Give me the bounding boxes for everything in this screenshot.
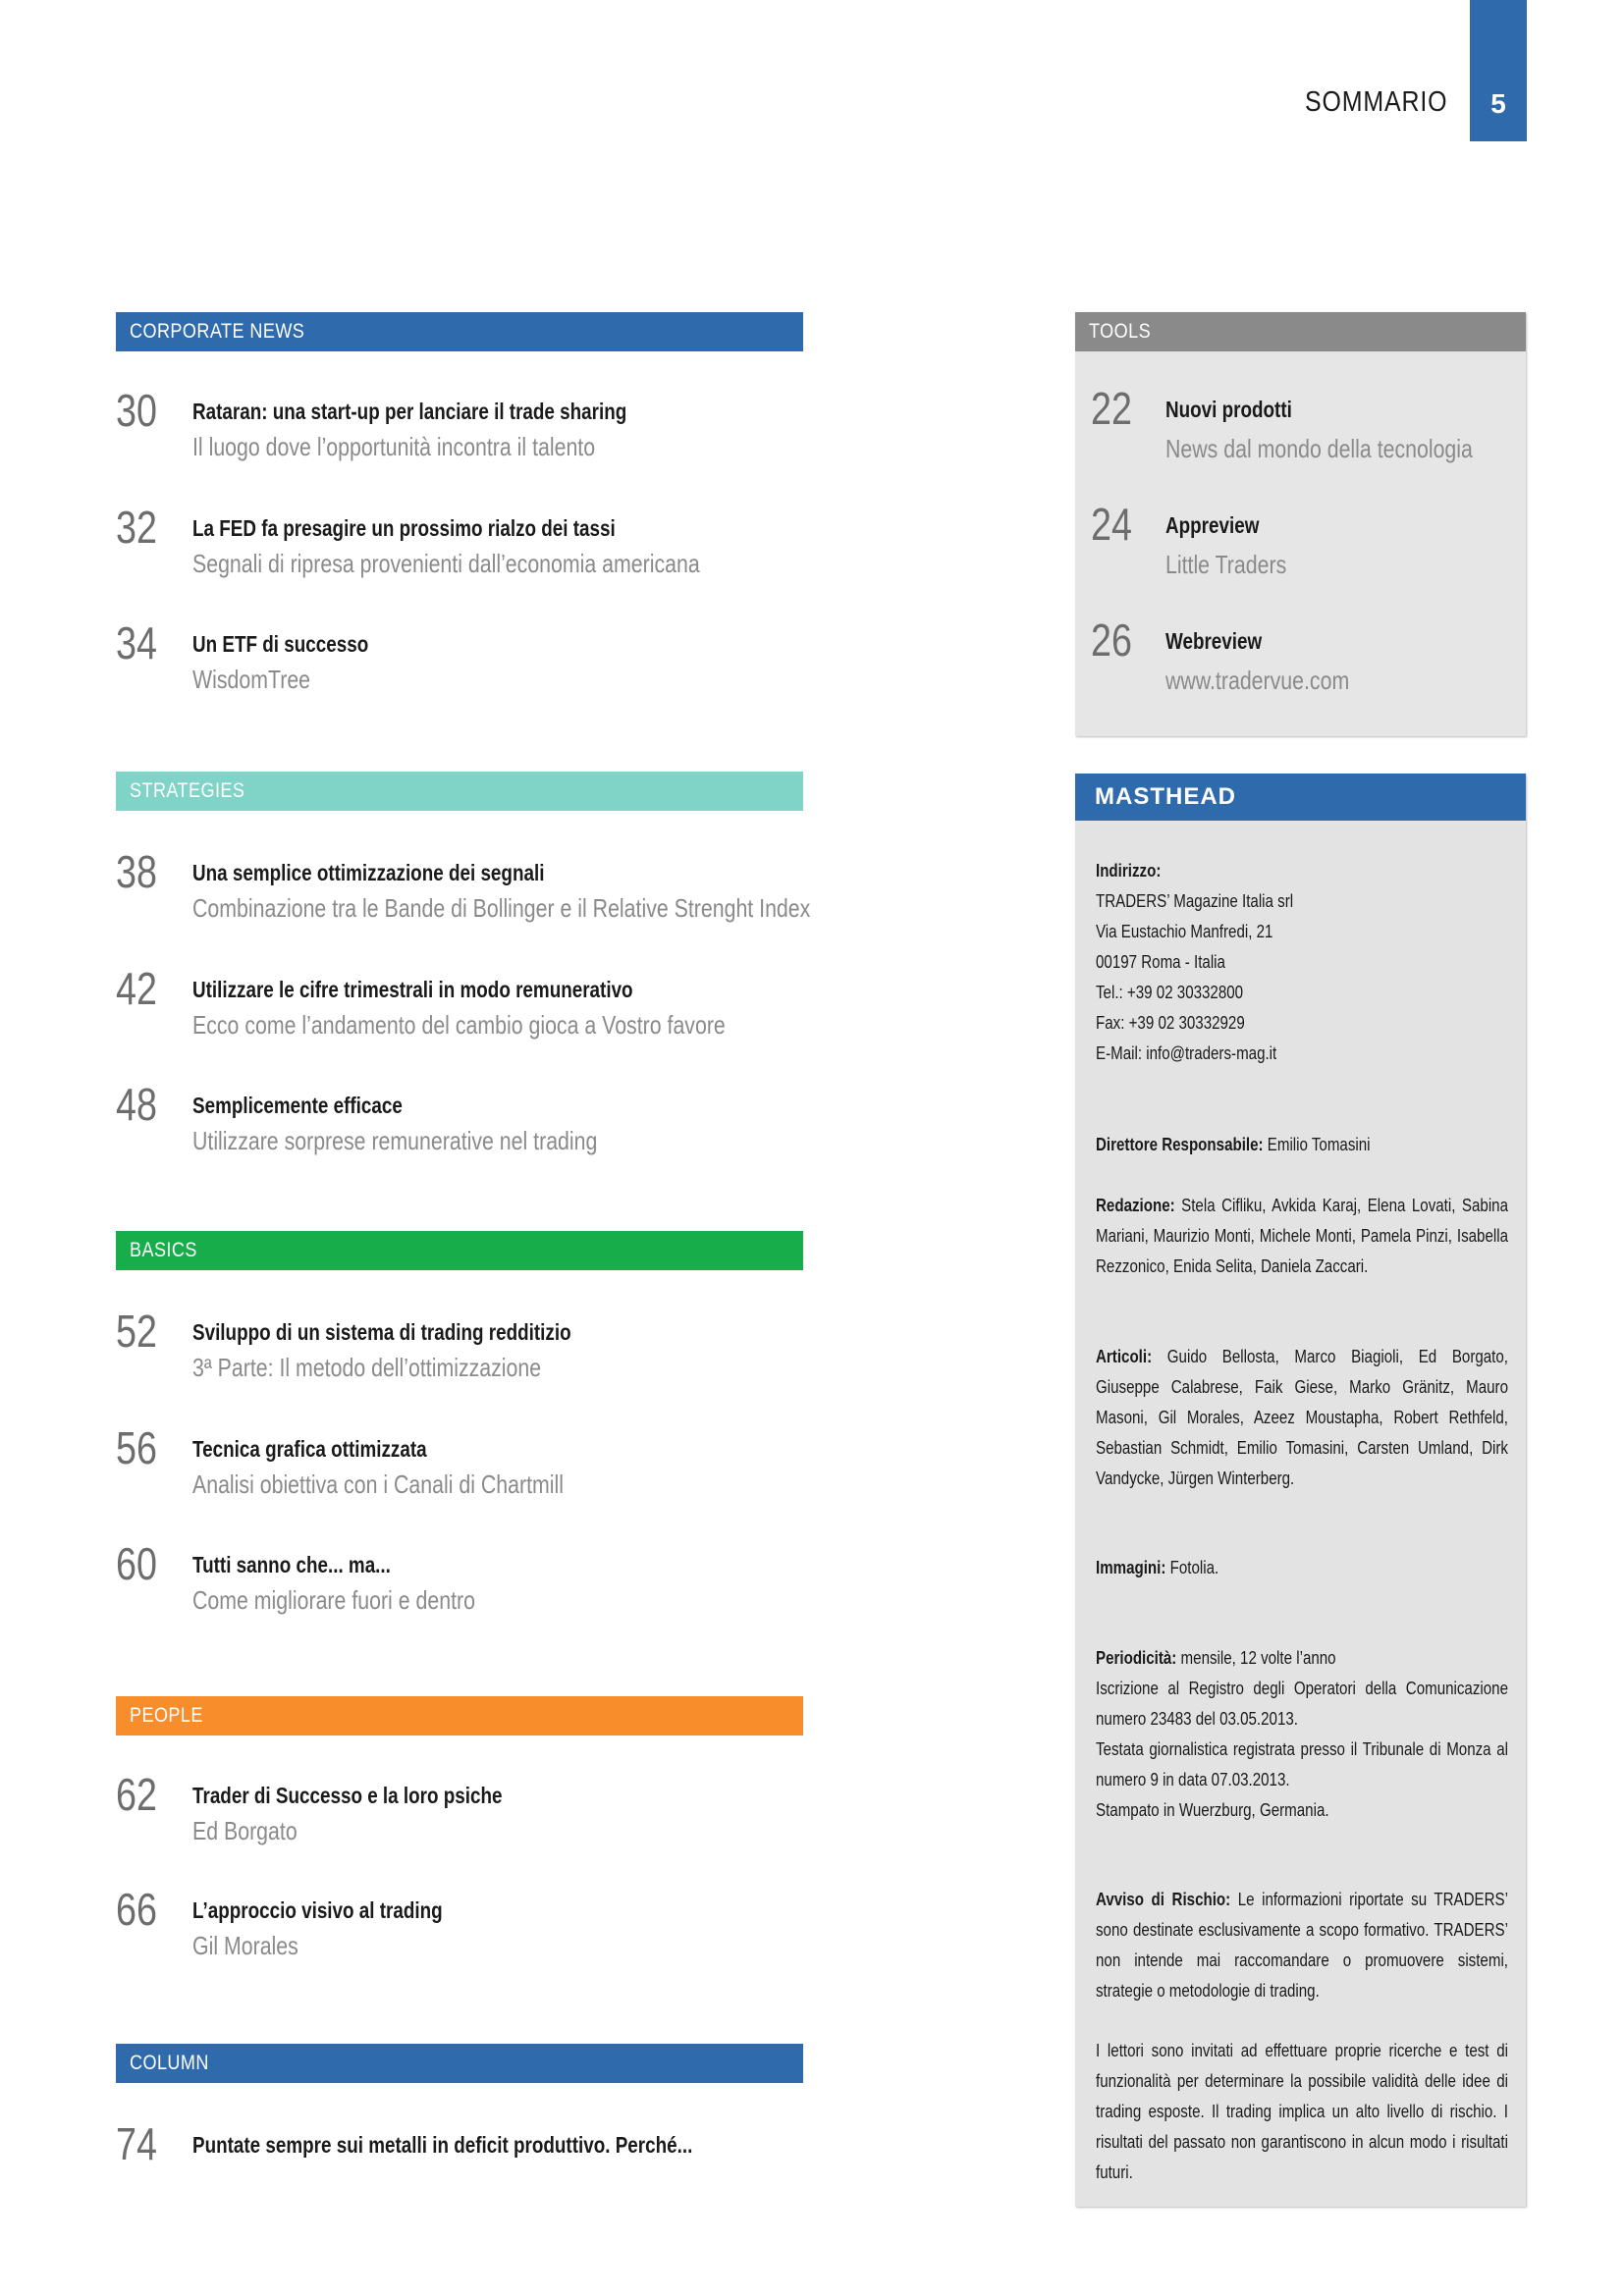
article-subtitle: Combinazione tra le Bande di Bollinger e il Relative Strenght Index (192, 893, 811, 923)
article-subtitle: Il luogo dove l’opportunità incontra il talento (192, 432, 596, 461)
masthead-editorial (1096, 1191, 1508, 1282)
article-title: L’approccio visivo al trading (192, 1897, 443, 1923)
article-title: Sviluppo di un sistema di trading redditizio (192, 1319, 571, 1345)
toc-entry[interactable] (116, 1306, 960, 1394)
article-subtitle: Gil Morales (192, 1931, 298, 1960)
article-title: Trader di Successo e la loro psiche (192, 1783, 503, 1808)
article-title: Nuovi prodotti (1165, 397, 1292, 422)
page-number-tab (1470, 0, 1527, 141)
director-name: Emilio Tomasini (1267, 1135, 1371, 1154)
article-title: Semplicemente efficace (192, 1093, 403, 1118)
masthead-director (1096, 1130, 1508, 1160)
editorial-label: Redazione: (1096, 1196, 1175, 1215)
article-subtitle: Ed Borgato (192, 1816, 298, 1845)
toc-entry[interactable] (116, 385, 960, 473)
address-line: Via Eustachio Manfredi, 21 (1096, 922, 1273, 941)
article-subtitle: Segnali di ripresa provenienti dall’economia americana (192, 549, 700, 578)
images-credit: Fotolia. (1169, 1558, 1219, 1577)
masthead-readers (1096, 2036, 1508, 2188)
article-title: Webreview (1165, 628, 1263, 654)
risk-label: Avviso di Rischio: (1096, 1890, 1231, 1909)
page-ref: 24 (1091, 499, 1132, 550)
article-title: Un ETF di successo (192, 631, 369, 657)
toc-entry[interactable] (116, 1422, 960, 1511)
article-subtitle: Come migliorare fuori e dentro (192, 1585, 475, 1615)
section-bar-column (116, 2044, 803, 2083)
article-title: Tutti sanno che... ma... (192, 1552, 391, 1577)
toc-entry[interactable] (116, 502, 960, 590)
address-line: Fax: +39 02 30332929 (1096, 1013, 1245, 1033)
article-title: Rataran: una start-up per lanciare il trade sharing (192, 399, 627, 424)
images-label: Immagini: (1096, 1558, 1166, 1577)
toc-entry[interactable] (116, 1079, 960, 1167)
article-subtitle: 3ª Parte: Il metodo dell’ottimizzazione (192, 1353, 542, 1382)
page-ref: 26 (1091, 614, 1132, 666)
article-title: Una semplice ottimizzazione dei segnali (192, 860, 545, 885)
toc-entry[interactable] (116, 617, 960, 706)
toc-entry[interactable] (116, 963, 960, 1051)
periodicity-label: Periodicità: (1096, 1648, 1177, 1668)
address-line: E-Mail: info@traders-mag.it (1096, 1043, 1277, 1063)
page-ref: 62 (116, 1769, 157, 1820)
section-bar-strategies (116, 772, 803, 811)
section-label: TOOLS (1089, 320, 1152, 343)
article-subtitle: Ecco come l’andamento del cambio gioca a Vostro favore (192, 1010, 726, 1040)
section-bar-basics (116, 1231, 803, 1270)
toc-entry[interactable] (1091, 383, 1523, 491)
page-ref: 38 (116, 846, 157, 897)
periodicity-value: mensile, 12 volte l’anno (1180, 1648, 1336, 1668)
registration-text: Iscrizione al Registro degli Operatori della Comunicazione numero 23483 del 03.05.2013. (1096, 1679, 1508, 1729)
article-title: La FED fa presagire un prossimo rialzo dei tassi (192, 515, 616, 541)
page-ref: 30 (116, 385, 157, 436)
director-label: Direttore Responsabile: (1096, 1135, 1264, 1154)
masthead-risk (1096, 1885, 1508, 2006)
article-subtitle: Little Traders (1165, 550, 1287, 579)
masthead-articles (1096, 1342, 1508, 1494)
section-bar-people (116, 1696, 803, 1735)
article-title: Tecnica grafica ottimizzata (192, 1436, 427, 1462)
page-number: 5 (1490, 88, 1506, 119)
address-line: 00197 Roma - Italia (1096, 952, 1225, 972)
readers-text: I lettori sono invitati ad effettuare proprie ricerche e test di funzionalità per determinare la possibile validità delle idee di trading esposte. Il trading implica un alto livello di rischio. I risultati del passato non garantiscono in alcun modo i risultati futuri. (1096, 2041, 1508, 2182)
toc-entry[interactable] (116, 1538, 960, 1627)
toc-entry[interactable] (1091, 499, 1523, 607)
page-ref: 22 (1091, 383, 1132, 434)
page-ref: 52 (116, 1306, 157, 1357)
page-ref: 74 (116, 2118, 157, 2169)
masthead-periodicity (1096, 1643, 1508, 1826)
section-label: BASICS (130, 1239, 197, 1261)
article-title: Utilizzare le cifre trimestrali in modo remunerativo (192, 977, 633, 1002)
page-ref: 66 (116, 1884, 157, 1935)
masthead-address (1096, 856, 1508, 1069)
address-line: TRADERS’ Magazine Italia srl (1096, 891, 1294, 911)
toc-entry[interactable] (116, 1884, 960, 1972)
page-ref: 60 (116, 1538, 157, 1589)
article-title: Puntate sempre sui metalli in deficit produttivo. Perché... (192, 2132, 693, 2158)
journal-text: Testata giornalistica registrata presso il Tribunale di Monza al numero 9 in data 07.03.2013. (1096, 1739, 1508, 1789)
article-subtitle: Utilizzare sorprese remunerative nel trading (192, 1126, 598, 1155)
section-label: COLUMN (130, 2052, 209, 2074)
article-subtitle: WisdomTree (192, 665, 311, 694)
section-label: STRATEGIES (130, 779, 245, 802)
masthead-bar (1075, 774, 1526, 821)
masthead-images (1096, 1553, 1508, 1583)
page-section-title: SOMMARIO (1305, 86, 1448, 118)
editorial-names: Stela Cifliku, Avkida Karaj, Elena Lovati, Sabina Mariani, Maurizio Monti, Michele Monti, Pamela Pinzi, Isabella Rezzonico, Enida Selita, Daniela Zaccari. (1096, 1196, 1508, 1276)
toc-entry[interactable] (116, 846, 960, 934)
section-bar-corporate-news (116, 312, 803, 351)
toc-entry[interactable] (116, 1769, 960, 1857)
article-subtitle: News dal mondo della tecnologia (1165, 434, 1473, 463)
masthead-label: MASTHEAD (1095, 783, 1236, 810)
section-bar-tools (1075, 312, 1526, 351)
articles-names: Guido Bellosta, Marco Biagioli, Ed Borgato, Giuseppe Calabrese, Faik Giese, Marko Gränitz, Mauro Masoni, Gil Morales, Azeez Moustapha, Robert Rethfeld, Sebastian Schmidt, Emilio Tomasini, Carsten Umland, Dirk Vandycke, Jürgen Winterberg. (1096, 1347, 1508, 1488)
article-title: Appreview (1165, 512, 1260, 538)
page-ref: 48 (116, 1079, 157, 1130)
article-subtitle: Analisi obiettiva con i Canali di Chartmill (192, 1469, 565, 1499)
page-ref: 32 (116, 502, 157, 553)
toc-entry[interactable] (116, 2118, 960, 2207)
page-ref: 42 (116, 963, 157, 1014)
articles-label: Articoli: (1096, 1347, 1153, 1366)
section-label: PEOPLE (130, 1704, 203, 1727)
article-subtitle: www.tradervue.com (1165, 666, 1350, 695)
section-label: CORPORATE NEWS (130, 320, 305, 343)
address-line: Tel.: +39 02 30332800 (1096, 983, 1244, 1002)
risk-text: Le informazioni riportate su TRADERS’ sono destinate esclusivamente a scopo formativo. TRADERS’ non intende mai raccomandare o promuovere sistemi, strategie o metodologie di trading. (1096, 1890, 1508, 2001)
page-ref: 34 (116, 617, 157, 668)
printed-text: Stampato in Wuerzburg, Germania. (1096, 1800, 1329, 1820)
address-label: Indirizzo: (1096, 861, 1162, 881)
toc-entry[interactable] (1091, 614, 1523, 722)
page-ref: 56 (116, 1422, 157, 1473)
